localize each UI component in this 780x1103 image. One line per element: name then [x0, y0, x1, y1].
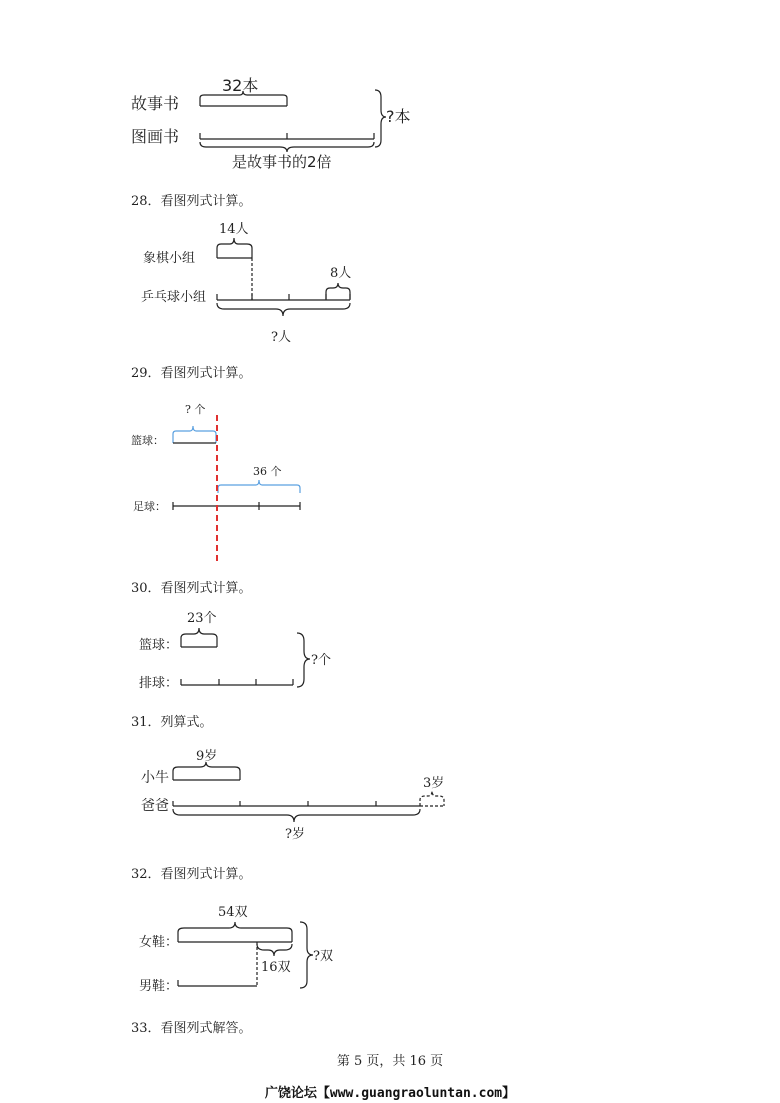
q29-football-count: 36 个 [253, 465, 282, 478]
q30-basketball-count: 23个 [187, 611, 217, 626]
q30-right-brace [297, 633, 310, 687]
extra-count-label: 8人 [330, 266, 352, 281]
q30-title: 30．看图列式计算。 [131, 581, 252, 596]
q31-bottom-brace [173, 809, 420, 822]
q32-right-brace [300, 922, 313, 988]
q29-basketball-brace [173, 426, 216, 443]
chess-count-label: 14人 [219, 222, 249, 237]
q30-basketball-label: 篮球： [139, 638, 179, 653]
story-count-label: 32本 [222, 76, 259, 95]
q29-football-brace [218, 480, 300, 493]
figure-27 [131, 76, 411, 171]
q29-basketball-count: ? 个 [185, 403, 206, 416]
site-footer: 广饶论坛【www.guangraoluntan.com】 [264, 1086, 516, 1101]
q31-niu-brace [173, 762, 240, 780]
chess-top-brace [217, 238, 252, 258]
q31-total-label: ?岁 [285, 827, 305, 842]
page-number: 第 5 页，共 16 页 [336, 1054, 444, 1069]
q32-diff-brace [257, 944, 292, 956]
q31-extra-brace [420, 791, 444, 806]
figure-32 [139, 905, 333, 994]
q31-title: 31．列算式。 [131, 715, 213, 730]
q31-dad-label: 爸爸 [141, 798, 169, 814]
total-right-brace [375, 90, 386, 147]
figure-29 [131, 403, 300, 562]
pingpong-bottom-brace [217, 303, 350, 316]
story-book-label: 故事书 [131, 94, 180, 113]
q32-total-label: ?双 [313, 949, 333, 964]
relation-label: 是故事书的2倍 [232, 153, 332, 171]
q33-title: 33．看图列式解答。 [131, 1021, 252, 1036]
q29-football-label: 足球： [133, 500, 166, 513]
figure-28 [141, 222, 351, 345]
q28-title: 28．看图列式计算。 [131, 194, 252, 209]
picture-book-label: 图画书 [131, 127, 180, 146]
q30-total-label: ?个 [311, 653, 331, 668]
q30-volleyball-label: 排球： [139, 676, 179, 691]
q31-niu-label: 小牛 [141, 770, 169, 786]
figure-30 [139, 611, 331, 691]
q31-extra-label: 3岁 [423, 776, 445, 791]
q32-women-count: 54双 [218, 905, 248, 920]
q30-basketball-brace [181, 628, 217, 647]
q31-niu-age: 9岁 [196, 749, 218, 764]
q29-basketball-label: 篮球： [131, 434, 164, 447]
q32-diff-label: 16双 [261, 960, 291, 975]
total-label: ?本 [386, 107, 411, 126]
extra-top-brace [326, 283, 350, 299]
q32-women-brace [178, 922, 292, 942]
figure-31 [141, 748, 444, 842]
q32-title: 32．看图列式计算。 [131, 867, 252, 882]
pingpong-group-label: 乒乓球小组 [141, 290, 207, 305]
chess-group-label: 象棋小组 [143, 251, 196, 266]
picture-bottom-brace [200, 142, 374, 152]
q32-men-label: 男鞋： [139, 979, 179, 994]
q29-title: 29．看图列式计算。 [131, 366, 252, 381]
q32-women-label: 女鞋： [139, 935, 179, 950]
total-people-label: ?人 [271, 330, 291, 345]
story-top-brace [200, 91, 287, 106]
